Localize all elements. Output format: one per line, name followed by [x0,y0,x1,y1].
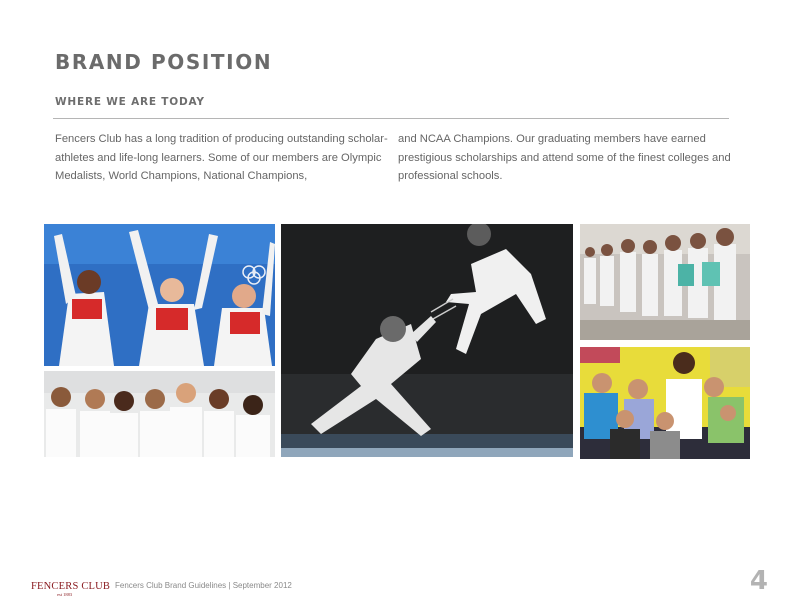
photo-fencing-bout [281,224,573,457]
section-subtitle: WHERE WE ARE TODAY [55,96,205,108]
page-title: BRAND POSITION [55,50,273,74]
fencers-club-logo: FENCERS CLUB [31,581,111,592]
page-number: 4 [749,566,768,596]
photo-fencing-class [580,224,750,340]
photo-youth-fencers [44,371,275,457]
divider-rule [53,118,729,119]
body-text-column-1: Fencers Club has a long tradition of producing outstanding scholar-athletes and life-long learners. Some of our members are Olympic Medalists, World Champions, National Champions, [55,133,388,182]
footer-caption: Fencers Club Brand Guidelines | September 2012 [115,581,292,590]
body-text-column-2: and NCAA Champions. Our graduating members have earned prestigious scholarships and attend some of the finest colleges and professional schools. [398,133,731,182]
photo-student-group [580,347,750,459]
logo-est-text: est 1883 [57,592,73,597]
photo-olympic-medalists [44,224,275,366]
